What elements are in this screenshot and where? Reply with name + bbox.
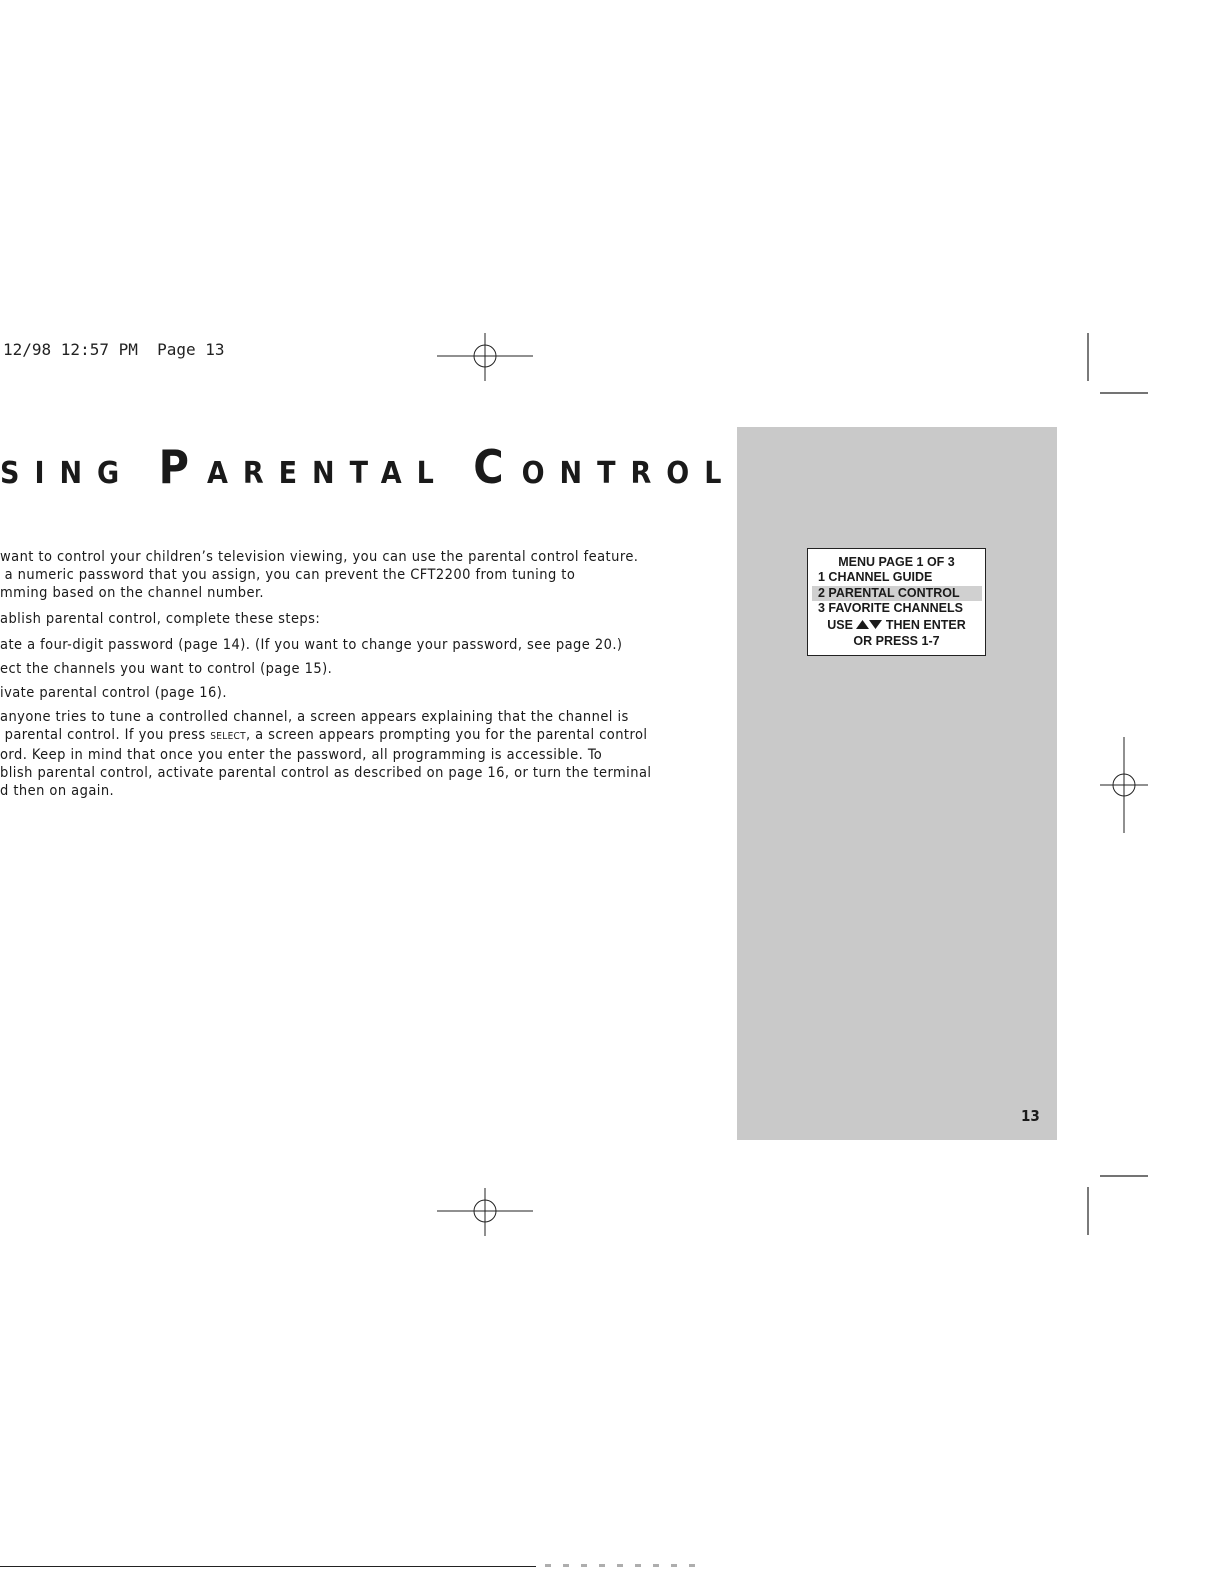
paragraph-line: ord. Keep in mind that once you enter the password, all programming is accessible. To — [0, 747, 603, 763]
section-heading — [0, 440, 737, 494]
crop-mark-bottom-right — [1086, 1173, 1150, 1237]
step-item: ect the channels you want to control (page 15). — [0, 661, 333, 677]
registration-mark-top — [437, 333, 533, 381]
paragraph-line: want to control your children’s television viewing, you can use the parental control feature. — [0, 549, 639, 565]
page-number: 13 — [1021, 1107, 1040, 1125]
heading-text: ARENTAL — [206, 456, 474, 491]
paragraph-line: blish parental control, activate parental control as described on page 16, or turn the terminal — [0, 765, 652, 781]
print-slug: 12/98 12:57 PM Page 13 — [3, 340, 225, 359]
body-text — [0, 548, 700, 800]
heading-capital: C — [473, 440, 522, 494]
bottom-rule — [0, 1566, 536, 1567]
menu-screen-illustration — [807, 548, 986, 656]
heading-capital: P — [158, 440, 207, 494]
crop-mark-top-right — [1086, 333, 1150, 395]
paragraph-line: anyone tries to tune a controlled channel, a screen appears explaining that the channel is — [0, 709, 629, 725]
heading-text: ONTROL — [521, 456, 737, 491]
registration-mark-right — [1100, 737, 1148, 833]
menu-item-highlighted: 2 PARENTAL CONTROL — [812, 586, 982, 601]
registration-mark-bottom — [437, 1188, 533, 1236]
paragraph-line: a numeric password that you assign, you can prevent the CFT2200 from tuning to — [0, 567, 576, 583]
select-key-label: SELECT — [210, 731, 246, 742]
menu-item: 1 CHANNEL GUIDE — [818, 570, 933, 584]
paragraph-line: d then on again. — [0, 783, 115, 799]
menu-item: 3 FAVORITE CHANNELS — [818, 601, 963, 615]
step-item: ate a four-digit password (page 14). (If you want to change your password, see page 20.) — [0, 637, 623, 653]
sidebar-panel — [737, 427, 1057, 1140]
bottom-print-marks — [545, 1564, 705, 1567]
paragraph-line: parental control. If you press SELECT, a screen appears prompting you for the parental control — [0, 727, 648, 743]
up-down-arrows-icon — [856, 619, 882, 634]
menu-title: MENU PAGE 1 OF 3 — [838, 555, 955, 569]
step-item: ivate parental control (page 16). — [0, 685, 227, 701]
menu-instruction: USE THEN ENTER — [827, 618, 966, 632]
paragraph-line: mming based on the channel number. — [0, 585, 265, 601]
heading-text: SING — [0, 456, 159, 491]
menu-instruction-line2: OR PRESS 1-7 — [853, 634, 940, 648]
steps-intro: ablish parental control, complete these steps: — [0, 611, 321, 627]
